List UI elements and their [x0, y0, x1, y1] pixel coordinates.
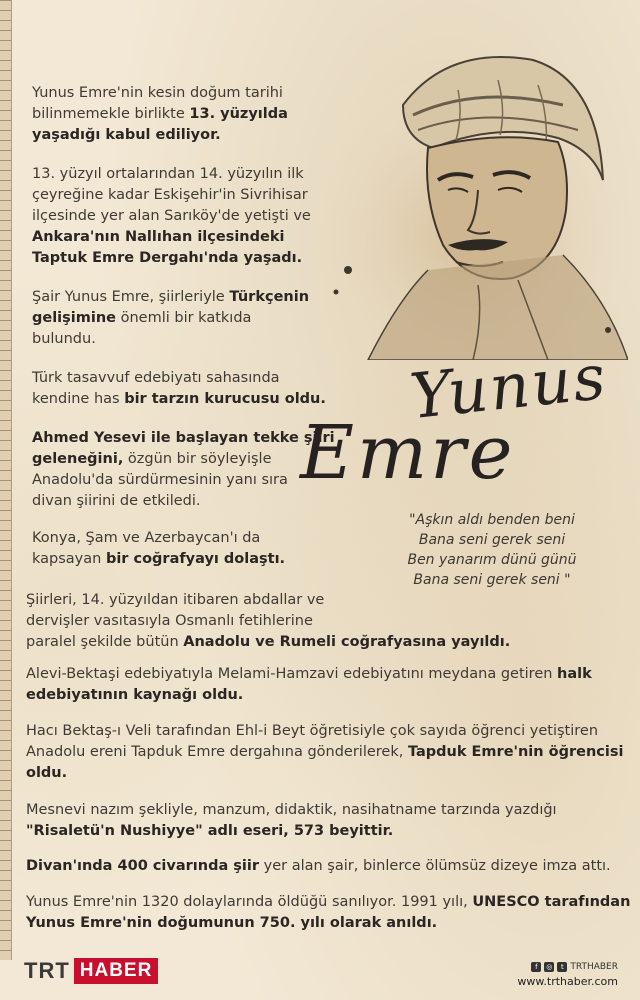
paragraph-upbringing	[32, 164, 311, 269]
paragraph-travels	[32, 528, 285, 570]
bold-text: Ahmed Yesevi ile başlayan tekke şiiri	[32, 430, 335, 446]
bold-text: Anadolu ve Rumeli coğrafyasına yayıldı.	[183, 634, 511, 650]
text-line	[26, 856, 611, 877]
text-line	[32, 125, 288, 146]
paragraph-tapduk-emre	[26, 721, 623, 784]
paragraph-turkish-language	[32, 287, 309, 350]
text-line	[26, 632, 510, 653]
poem-line: "Aşkın aldı benden beni	[409, 512, 575, 528]
text-segment: çeyreğine kadar Eskişehir'in Sivrihisar	[32, 187, 308, 203]
text-segment: Yunus Emre'nin kesin doğum tarihi	[32, 85, 283, 101]
text-line	[32, 389, 326, 410]
text-line	[32, 206, 311, 227]
paragraph-divan	[26, 856, 611, 877]
text-segment: yer alan şair, binlerce ölümsüz dizeye imza attı.	[259, 858, 611, 874]
text-line	[26, 742, 623, 763]
paragraph-spread	[26, 590, 510, 653]
bold-text: halk	[557, 666, 592, 682]
logo-haber-text: HABER	[74, 958, 159, 984]
text-segment: Anadolu ereni Tapduk Emre dergahına gönderilerek,	[26, 744, 408, 760]
title-calligraphy	[300, 339, 630, 496]
bold-text: Ankara'nın Nallıhan ilçesindeki	[32, 229, 285, 245]
bold-text: yaşadığı kabul ediliyor.	[32, 127, 221, 143]
text-segment: dervişler vasıtasıyla Osmanlı fetihlerine	[26, 613, 313, 629]
text-segment: Hacı Bektaş-ı Veli tarafından Ehl-i Beyt öğretisiyle çok sayıda öğrenci yetiştiren	[26, 723, 599, 739]
poem-line: Bana seni gerek seni	[418, 532, 566, 548]
text-segment: Alevi-Bektaşi edebiyatıyla Melami-Hamzavi edebiyatını meydana getiren	[26, 666, 558, 682]
text-line	[26, 800, 557, 821]
twitter-icon[interactable]: t	[557, 962, 567, 972]
bold-text: gelişimine	[32, 310, 116, 326]
paragraph-risalet	[26, 800, 557, 842]
bold-text: "Risaletü'n Nushiyye" adlı eseri, 573 beyittir.	[26, 823, 394, 839]
poem-line: Ben yanarım dünü günü	[407, 552, 577, 568]
website-link[interactable]: www.trthaber.com	[517, 975, 618, 988]
bold-text: edebiyatının kaynağı oldu.	[26, 687, 244, 703]
paragraph-unesco	[26, 892, 630, 934]
social-block	[517, 962, 618, 988]
text-line	[26, 590, 510, 611]
text-segment: 13. yüzyıl ortalarından 14. yüzyılın ilk	[32, 166, 304, 182]
paragraph-sufi-literature	[32, 368, 326, 410]
text-line	[26, 821, 557, 842]
text-line	[26, 664, 592, 685]
text-segment: ilçesinde yer alan Sarıköy'de yetişti ve	[32, 208, 311, 224]
text-line	[32, 549, 285, 570]
text-line	[26, 721, 623, 742]
bold-text: Divan'ında 400 civarında şiir	[26, 858, 260, 874]
text-line	[32, 470, 335, 491]
text-segment: Şair Yunus Emre, şiirleriyle	[32, 289, 230, 305]
bold-text: Tapduk Emre'nin öğrencisi	[407, 744, 624, 760]
bold-text: bir coğrafyayı dolaştı.	[105, 551, 286, 567]
text-line	[26, 892, 630, 913]
text-line	[32, 491, 335, 512]
paragraph-tekke-poetry	[32, 428, 335, 512]
logo-trt-text: TRT	[24, 958, 70, 983]
text-segment: önemli bir katkıda	[116, 310, 252, 326]
title-word-emre: Emre	[300, 410, 516, 496]
text-segment: Şiirleri, 14. yüzyıldan itibaren abdallar ve	[26, 592, 325, 608]
bold-text: bir tarzın kurucusu oldu.	[124, 391, 326, 407]
text-line	[32, 449, 335, 470]
text-segment: kendine has	[32, 391, 125, 407]
text-line	[32, 248, 311, 269]
text-line	[32, 164, 311, 185]
text-segment: divan şiirini de etkiledi.	[32, 493, 201, 509]
text-line	[32, 428, 335, 449]
text-segment: Türk tasavvuf edebiyatı sahasında	[32, 370, 280, 386]
text-segment: paralel şekilde bütün	[26, 634, 184, 650]
text-line	[32, 185, 311, 206]
poem-line: Bana seni gerek seni "	[413, 572, 571, 588]
title-word-yunus: Yunus	[406, 339, 611, 434]
text-segment: bulundu.	[32, 331, 96, 347]
ruler-decoration	[0, 0, 12, 960]
text-segment: Yunus Emre'nin 1320 dolaylarında öldüğü sanılıyor. 1991 yılı,	[26, 894, 473, 910]
trt-haber-logo[interactable]	[24, 958, 158, 984]
text-line	[32, 287, 309, 308]
text-line	[32, 104, 288, 125]
bold-text: Türkçenin	[229, 289, 310, 305]
text-segment: Mesnevi nazım şekliyle, manzum, didaktik, nasihatname tarzında yazdığı	[26, 802, 557, 818]
text-line	[32, 227, 311, 248]
instagram-icon[interactable]: ◎	[546, 963, 553, 971]
facebook-icon[interactable]: f	[531, 962, 541, 972]
poem-quote	[392, 510, 592, 590]
paragraph-birth	[32, 83, 288, 146]
bold-text: 13. yüzyılda	[189, 106, 288, 122]
text-line	[32, 308, 309, 329]
text-line	[32, 83, 288, 104]
text-segment: Anadolu'da sürdürmesinin yanı sıra	[32, 472, 288, 488]
bold-text: geleneğini,	[32, 451, 124, 467]
bold-text: UNESCO tarafından	[472, 894, 631, 910]
text-line	[26, 611, 510, 632]
bold-text: Taptuk Emre Dergahı'nda yaşadı.	[32, 250, 303, 266]
text-line	[26, 685, 592, 706]
text-segment: Konya, Şam ve Azerbaycan'ı da	[32, 530, 261, 546]
text-segment: özgün bir söyleyişle	[123, 451, 272, 467]
text-line	[32, 329, 309, 350]
text-line	[32, 368, 326, 389]
text-line	[26, 763, 623, 784]
text-segment: bilinmemekle birlikte	[32, 106, 190, 122]
bold-text: oldu.	[26, 765, 68, 781]
social-handle: TRTHABER	[570, 962, 618, 972]
text-line	[32, 528, 285, 549]
text-line	[26, 913, 630, 934]
bold-text: Yunus Emre'nin doğumunun 750. yılı olarak anıldı.	[26, 915, 438, 931]
yunus-emre-portrait	[308, 30, 628, 360]
text-segment: kapsayan	[32, 551, 106, 567]
paragraph-folk-literature	[26, 664, 592, 706]
